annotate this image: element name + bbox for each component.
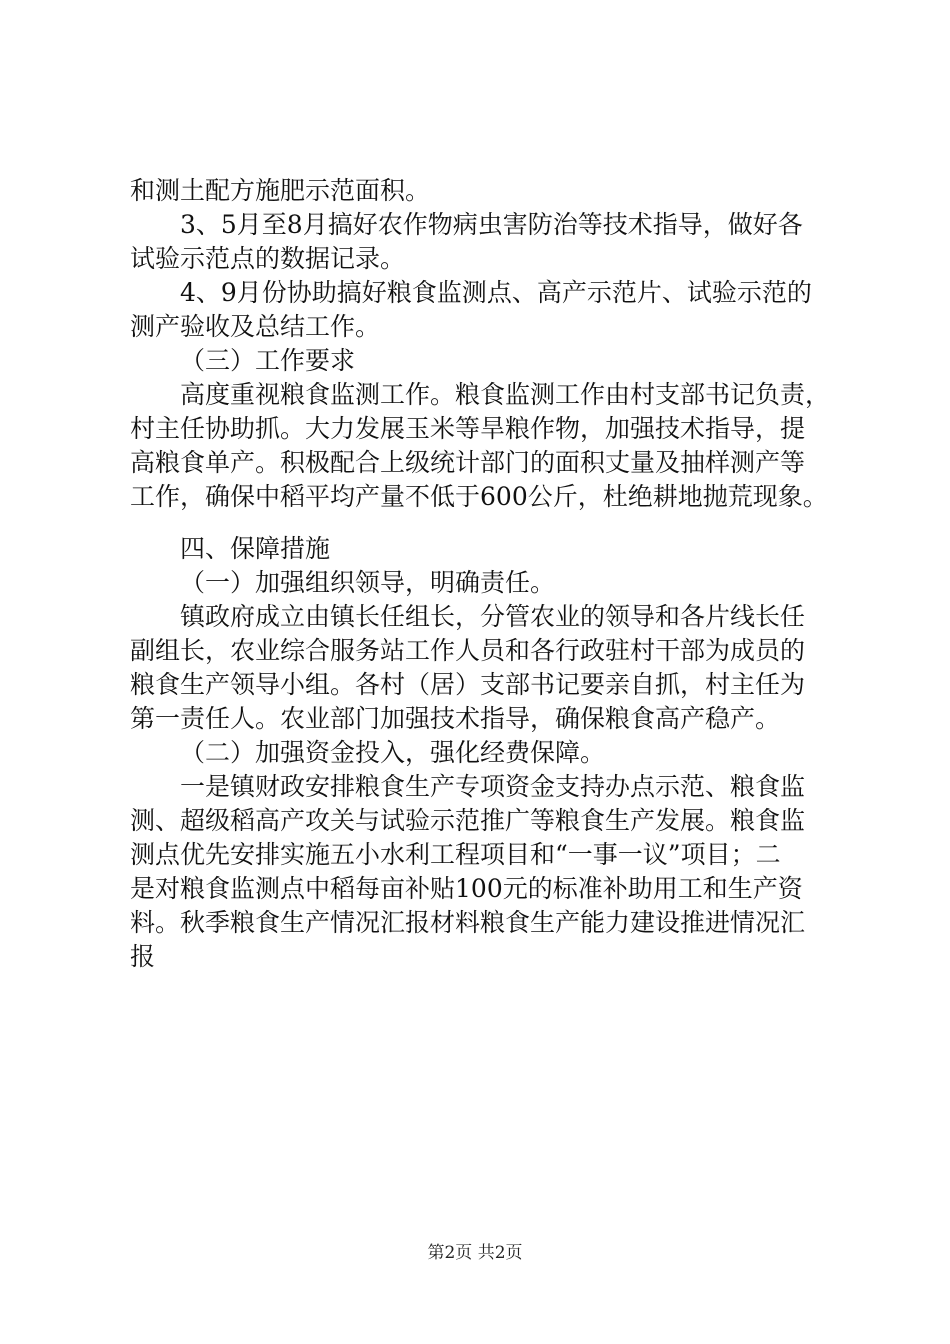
- text-line: 高粮食单产。积极配合上级统计部门的面积丈量及抽样测产等: [130, 448, 806, 477]
- text-line: 高度重视粮食监测工作。粮食监测工作由村支部书记负责，: [180, 380, 831, 409]
- text-line: 副组长，农业综合服务站工作人员和各行政驻村干部为成员的: [130, 636, 806, 665]
- text-line: 3、5月至8月搞好农作物病虫害防治等技术指导，做好各: [180, 210, 803, 239]
- text-line: 测点优先安排实施五小水利工程项目和“一事一议”项目；二: [130, 840, 781, 869]
- text-line: 第一责任人。农业部门加强技术指导，确保粮食高产稳产。: [130, 704, 781, 733]
- section-heading: （三）工作要求: [180, 346, 356, 375]
- text-line: 测产验收及总结工作。: [130, 312, 381, 341]
- text-line: 村主任协助抓。大力发展玉米等旱粮作物，加强技术指导，提: [130, 414, 806, 443]
- text-line: 料。秋季粮食生产情况汇报材料粮食生产能力建设推进情况汇: [130, 908, 806, 937]
- paragraph-gap: [130, 514, 865, 532]
- text-line: 测、超级稻高产攻关与试验示范推广等粮食生产发展。粮食监: [130, 806, 806, 835]
- section-heading: 四、保障措施: [180, 534, 331, 563]
- text-line: 4、9月份协助搞好粮食监测点、高产示范片、试验示范的: [180, 278, 812, 307]
- text-line: 和测土配方施肥示范面积。: [130, 176, 431, 205]
- subsection-heading: （二）加强资金投入，强化经费保障。: [180, 738, 606, 767]
- text-line: 镇政府成立由镇长任组长，分管农业的领导和各片线长任: [180, 602, 806, 631]
- subsection-heading: （一）加强组织领导，明确责任。: [180, 568, 556, 597]
- page-footer: 第2页 共2页: [427, 1243, 523, 1263]
- document-body: [130, 174, 865, 974]
- text-line: 是对粮食监测点中稻每亩补贴100元的标准补助用工和生产资: [130, 874, 803, 903]
- text-line: 工作，确保中稻平均产量不低于600公斤，杜绝耕地抛荒现象。: [130, 482, 828, 511]
- text-line: 报: [130, 942, 156, 971]
- text-line: 粮食生产领导小组。各村（居）支部书记要亲自抓，村主任为: [130, 670, 806, 699]
- text-line: 一是镇财政安排粮食生产专项资金支持办点示范、粮食监: [180, 772, 806, 801]
- text-line: 试验示范点的数据记录。: [130, 244, 406, 273]
